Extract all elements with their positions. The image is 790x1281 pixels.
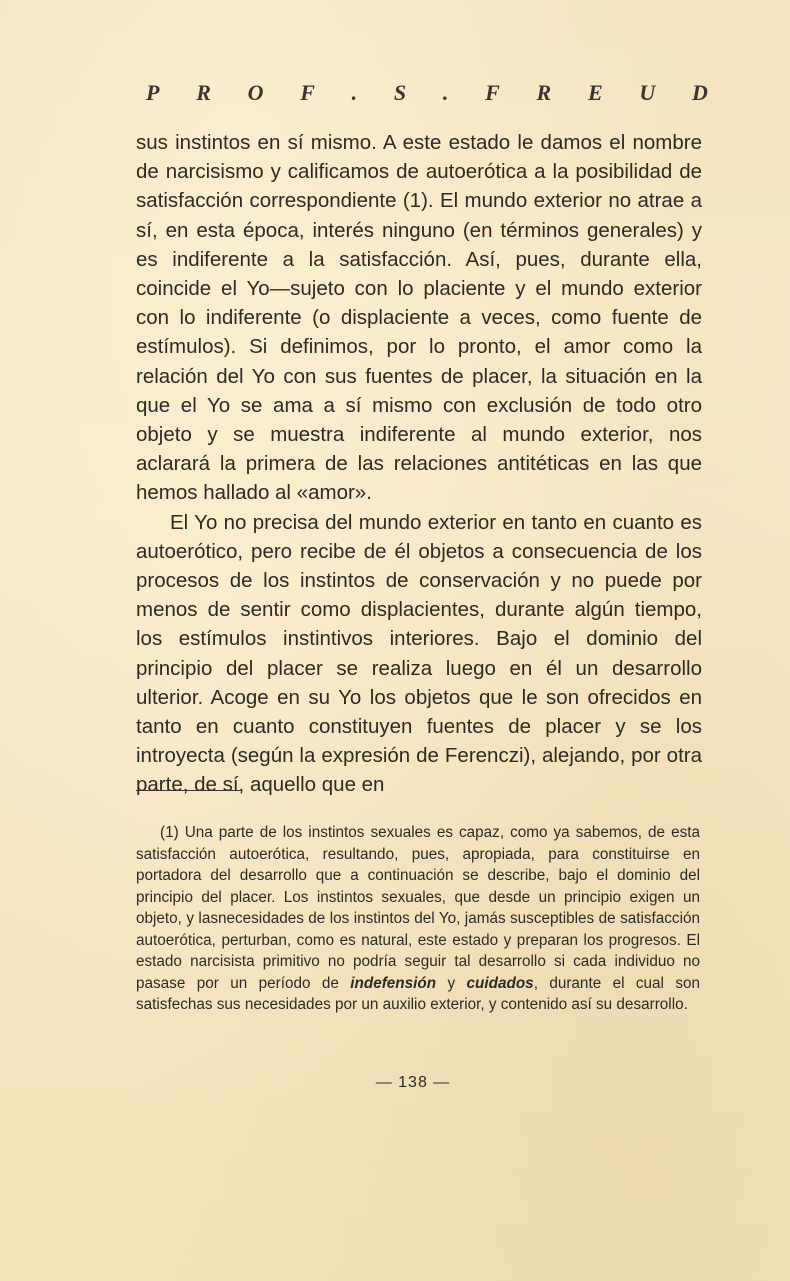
footnote-text: (1) Una parte de los instintos sexuales es capaz, como ya sabemos, de esta satisfacción autoerótica, resultando, pues, apropiada, para constituirse en portadora del desarrollo que a continuación se describe, bajo el dominio del principio del placer. Los instintos sexuales, que desde un principio exigen un objeto, y lasnecesidades de los instintos del Yo, jamás susceptibles de satisfacción autoerótica, perturban, como es natural, este estado y preparan los progresos. El estado narcisista primitivo no podría seguir tal desarrollo si cada individuo no pasase por un período de [136,824,700,992]
footnote-emphasis: indefensión [350,974,437,992]
footnote-text: , durante el cual son satisfechas sus necesidades por un auxilio exterior, y contenido así su desarrollo. [136,974,700,1013]
running-head-letter: O [247,80,264,105]
running-head [146,80,708,106]
running-head-letter: U [639,80,656,105]
paragraph: El Yo no precisa del mundo exterior en tanto en cuanto es autoerótico, pero recibe de él objetos a consecuencia de los procesos de los instintos de conservación y no puede por menos de sentir como displacientes, durante algún tiempo, los estímulos instintivos interiores. Bajo el dominio del principio del placer se realiza luego en él un desarrollo ulterior. Acoge en su Yo los objetos que le son ofrecidos en tanto en cuanto constituyen fuentes de placer y se los introyecta (según la expresión de Ferenczi), alejando, por otra parte, de sí, aquello que en [136,510,702,797]
main-text [136,128,702,800]
running-head-letter: F [485,80,500,105]
running-head-letter: . [442,80,449,105]
footnote-text: y [436,974,467,992]
running-head-letter: R [196,80,211,105]
running-head-letter: D [692,80,708,105]
running-head-letter: . [351,80,358,105]
running-head-letter: R [536,80,552,105]
paragraph: sus instintos en sí mismo. A este estado le damos el nombre de narcisismo y calificamos de autoerótica a la posibilidad de satisfacción correspondiente (1). El mundo exterior no atrae a sí, en esta época, interés ninguno (en términos generales) y es indiferente a la satisfacción. Así, pues, durante ella, coincide el Yo—sujeto con lo placiente y el mundo exterior con lo indiferente (o displaciente a veces, como fuente de estímulos). Si definimos, por lo pronto, el amor como la relación del Yo con sus fuentes de placer, la situación en la que el Yo se ama a sí mismo con exclusión de todo otro objeto y se muestra indiferente al mundo exterior, nos aclarará la primera de las relaciones antitéticas en las que hemos hallado al «amor». [136,131,702,505]
page-number: — 138 — [375,1074,451,1091]
running-head-letter: P [146,80,160,105]
footnote [136,822,700,1016]
running-head-letter: F [300,80,315,105]
running-head-letter: E [587,80,603,105]
footnote-divider [136,790,242,791]
running-head-letter: S [393,80,407,105]
footnote-emphasis: cuidados [466,974,534,992]
